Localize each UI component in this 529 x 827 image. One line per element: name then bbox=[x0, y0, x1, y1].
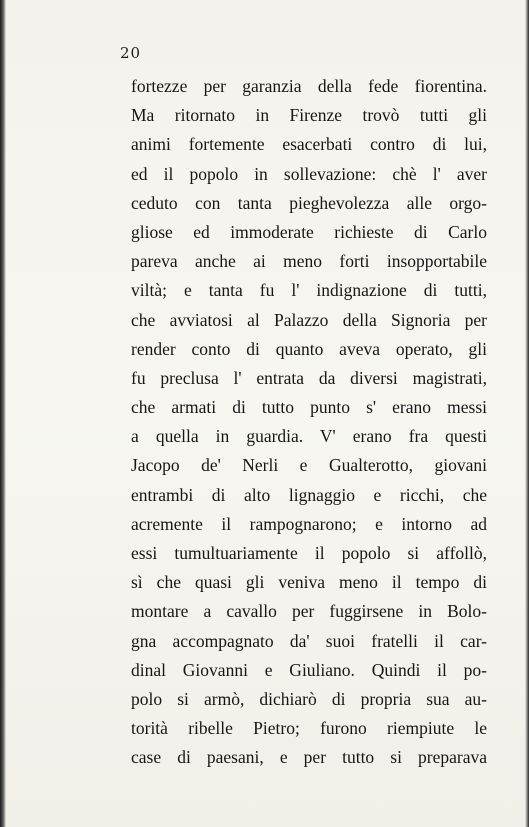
text-line bbox=[131, 247, 487, 276]
body-text bbox=[131, 72, 487, 773]
text-line bbox=[131, 743, 487, 772]
text-line-content: fortezze per garanzia della fede fiorentina. bbox=[131, 76, 487, 96]
text-line-content: Ma ritornato in Firenze trovò tutti gli bbox=[131, 105, 487, 126]
text-line-content: viltà; e tanta fu l' indignazione di tutti, bbox=[131, 280, 487, 301]
text-line-content: acremente il rampognarono; e intorno ad bbox=[131, 513, 487, 534]
text-line-content: render conto di quanto aveva operato, gli bbox=[131, 338, 487, 359]
text-line bbox=[131, 568, 487, 597]
text-line-content: case di paesani, e per tutto si preparava bbox=[131, 747, 487, 768]
text-line-content: entrambi di alto lignaggio e ricchi, che bbox=[131, 484, 487, 505]
text-line-content: Jacopo de' Nerli e Gualterotto, giovani bbox=[131, 455, 487, 476]
text-line-content: gliose ed immoderate richieste di Carlo bbox=[131, 221, 487, 242]
text-line bbox=[131, 276, 487, 305]
text-line bbox=[131, 510, 487, 539]
text-line-content: dinal Giovanni e Giuliano. Quindi il po- bbox=[131, 659, 487, 680]
page-number: 20 bbox=[120, 44, 142, 62]
text-line-content: ed il popolo in sollevazione: chè l' aver bbox=[131, 163, 487, 184]
text-line-content: animi fortemente esacerbati contro di lui, bbox=[131, 134, 487, 155]
text-line-content: che armati di tutto punto s' erano messi bbox=[131, 397, 487, 418]
text-line-content: ceduto con tanta pieghevolezza alle orgo- bbox=[131, 192, 487, 213]
text-line bbox=[131, 189, 487, 218]
text-line bbox=[131, 597, 487, 626]
text-line bbox=[131, 306, 487, 335]
text-line bbox=[131, 72, 487, 101]
text-line bbox=[131, 451, 487, 480]
text-line-content: sì che quasi gli veniva meno il tempo di bbox=[131, 572, 487, 593]
text-line-content: essi tumultuariamente il popolo si affollò, bbox=[131, 543, 487, 563]
text-line bbox=[131, 160, 487, 189]
text-line bbox=[131, 364, 487, 393]
text-line-content: montare a cavallo per fuggirsene in Bolo- bbox=[131, 601, 487, 622]
text-line bbox=[131, 627, 487, 656]
text-line-content: torità ribelle Pietro; furono riempiute le bbox=[131, 718, 487, 739]
page-right-edge-shadow bbox=[525, 0, 529, 827]
text-line bbox=[131, 685, 487, 714]
text-line bbox=[131, 422, 487, 451]
text-line-content: pareva anche ai meno forti insopportabile bbox=[131, 251, 487, 272]
text-line bbox=[131, 393, 487, 422]
text-line-content: a quella in guardia. V' erano fra questi bbox=[131, 426, 487, 447]
text-line-content: polo si armò, dichiarò di propria sua au- bbox=[131, 688, 487, 709]
text-line bbox=[131, 101, 487, 130]
text-line bbox=[131, 335, 487, 364]
text-line bbox=[131, 481, 487, 510]
text-line-content: che avviatosi al Palazzo della Signoria per bbox=[131, 309, 487, 330]
text-line-content: gna accompagnato da' suoi fratelli il car- bbox=[131, 630, 487, 651]
text-line-content: fu preclusa l' entrata da diversi magistrati, bbox=[131, 367, 487, 388]
text-line bbox=[131, 656, 487, 685]
text-line bbox=[131, 218, 487, 247]
text-line bbox=[131, 714, 487, 743]
text-line bbox=[131, 539, 487, 568]
text-line bbox=[131, 130, 487, 159]
page-left-edge-shadow bbox=[0, 0, 6, 827]
